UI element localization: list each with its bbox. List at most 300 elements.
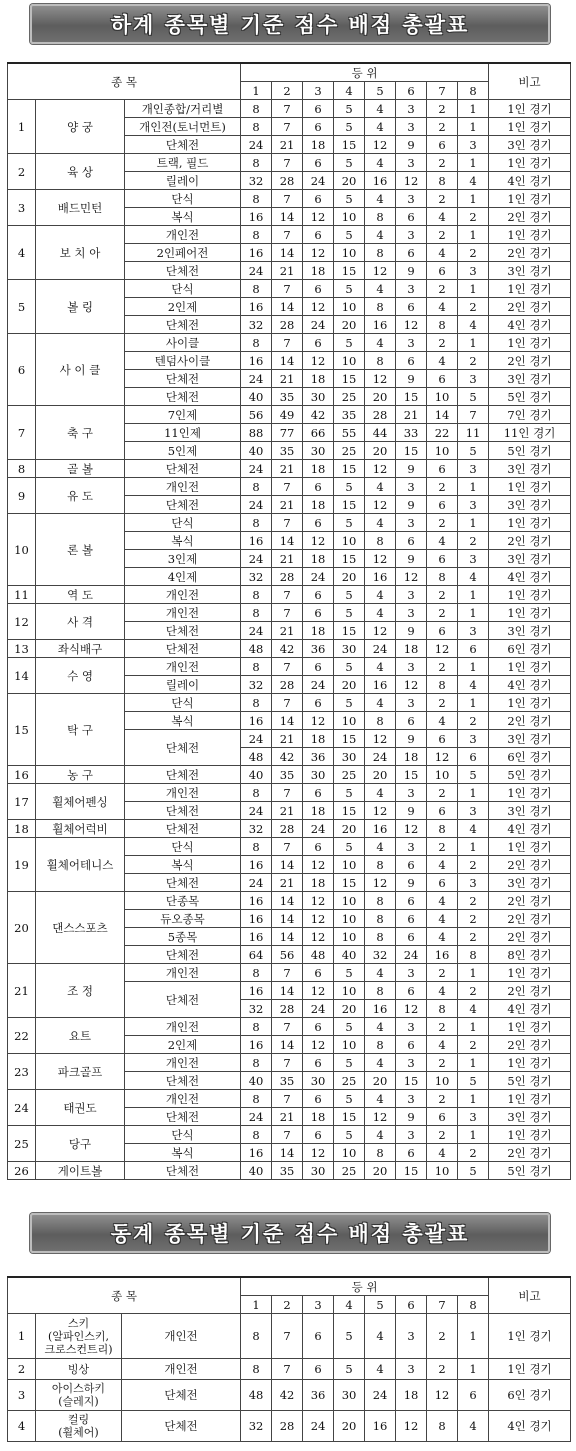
score-cell: 3	[396, 280, 427, 298]
score-cell: 12	[396, 1411, 427, 1442]
score-cell: 9	[396, 370, 427, 388]
score-cell: 6	[303, 1018, 334, 1036]
header-note: 비고	[489, 63, 571, 100]
score-cell: 24	[241, 496, 272, 514]
score-cell: 2	[458, 1036, 489, 1054]
event-name: 개인전	[125, 604, 241, 622]
score-cell: 6	[303, 1090, 334, 1108]
note-cell: 1인 경기	[489, 1359, 571, 1380]
score-cell: 32	[241, 172, 272, 190]
score-cell: 12	[427, 748, 458, 766]
winter-rank-header-8: 8	[458, 1296, 489, 1314]
score-cell: 1	[458, 838, 489, 856]
table-row	[8, 694, 571, 712]
sport-number: 5	[8, 280, 36, 334]
score-cell: 10	[427, 1162, 458, 1180]
score-cell: 15	[334, 262, 365, 280]
note-cell: 2인 경기	[489, 208, 571, 226]
score-cell: 10	[334, 208, 365, 226]
summer-rank-header-6: 6	[396, 82, 427, 100]
score-cell: 6	[458, 1380, 489, 1411]
score-cell: 16	[241, 298, 272, 316]
score-cell: 12	[396, 1000, 427, 1018]
score-cell: 48	[241, 748, 272, 766]
table-row	[8, 1090, 571, 1108]
score-cell: 8	[427, 172, 458, 190]
score-cell: 14	[272, 928, 303, 946]
score-cell: 4	[365, 190, 396, 208]
sport-number: 4	[8, 1411, 36, 1442]
score-cell: 9	[396, 262, 427, 280]
sport-number: 8	[8, 460, 36, 478]
score-cell: 9	[396, 496, 427, 514]
score-cell: 4	[458, 1411, 489, 1442]
score-cell: 20	[365, 442, 396, 460]
score-cell: 6	[396, 532, 427, 550]
note-cell: 3인 경기	[489, 460, 571, 478]
event-name: 단체전	[125, 316, 241, 334]
sport-name: 요트	[36, 1018, 125, 1054]
event-name: 개인전	[125, 478, 241, 496]
score-cell: 32	[241, 568, 272, 586]
score-cell: 6	[458, 748, 489, 766]
score-cell: 6	[427, 136, 458, 154]
score-cell: 5	[334, 658, 365, 676]
note-cell: 1인 경기	[489, 280, 571, 298]
score-cell: 6	[303, 334, 334, 352]
table-row	[8, 766, 571, 784]
score-cell: 12	[365, 496, 396, 514]
score-cell: 3	[396, 190, 427, 208]
table-row	[8, 784, 571, 802]
score-cell: 4	[427, 1036, 458, 1054]
score-cell: 5	[458, 442, 489, 460]
note-cell: 1인 경기	[489, 118, 571, 136]
score-cell: 8	[241, 226, 272, 244]
score-cell: 6	[396, 856, 427, 874]
score-cell: 16	[241, 910, 272, 928]
score-cell: 3	[458, 1108, 489, 1126]
score-cell: 24	[303, 1000, 334, 1018]
sport-number: 25	[8, 1126, 36, 1162]
score-cell: 15	[334, 622, 365, 640]
score-cell: 24	[303, 1411, 334, 1442]
note-cell: 6인 경기	[489, 748, 571, 766]
sport-number: 17	[8, 784, 36, 820]
score-cell: 4	[458, 1000, 489, 1018]
sport-name: 당구	[36, 1126, 125, 1162]
score-cell: 5	[334, 1054, 365, 1072]
score-cell: 24	[303, 820, 334, 838]
score-cell: 5	[458, 766, 489, 784]
score-cell: 4	[365, 514, 396, 532]
score-cell: 2	[458, 910, 489, 928]
score-cell: 30	[303, 1072, 334, 1090]
sport-name: 휠체어펜싱	[36, 784, 125, 820]
score-cell: 6	[427, 1108, 458, 1126]
score-cell: 32	[241, 1411, 272, 1442]
score-cell: 1	[458, 1018, 489, 1036]
score-cell: 8	[241, 514, 272, 532]
score-cell: 12	[365, 550, 396, 568]
score-cell: 1	[458, 478, 489, 496]
score-cell: 55	[334, 424, 365, 442]
table-row	[8, 604, 571, 622]
winter-rank-header-7: 7	[427, 1296, 458, 1314]
score-cell: 6	[396, 892, 427, 910]
score-cell: 4	[365, 964, 396, 982]
note-cell: 1인 경기	[489, 586, 571, 604]
score-cell: 3	[396, 514, 427, 532]
sport-name: 댄스스포츠	[36, 892, 125, 964]
event-name: 단종목	[125, 892, 241, 910]
winter-header-rank: 등 위	[241, 1277, 489, 1296]
score-cell: 3	[396, 100, 427, 118]
event-name: 7인제	[125, 406, 241, 424]
event-name: 단체전	[125, 730, 241, 766]
event-name: 복식	[125, 532, 241, 550]
score-cell: 24	[241, 136, 272, 154]
sport-name	[36, 1359, 122, 1380]
score-cell: 2	[427, 1314, 458, 1359]
sport-name: 축 구	[36, 406, 125, 460]
score-cell: 30	[303, 388, 334, 406]
table-row	[8, 1314, 571, 1359]
score-cell: 24	[241, 622, 272, 640]
event-name: 2인제	[125, 1036, 241, 1054]
sport-name: 조 정	[36, 964, 125, 1018]
note-cell: 3인 경기	[489, 622, 571, 640]
score-cell: 28	[272, 172, 303, 190]
score-cell: 1	[458, 280, 489, 298]
score-cell: 4	[427, 856, 458, 874]
score-cell: 1	[458, 190, 489, 208]
sport-name-line: 스키	[67, 1316, 90, 1330]
sport-number: 22	[8, 1018, 36, 1054]
score-cell: 24	[303, 676, 334, 694]
score-cell: 8	[365, 856, 396, 874]
score-cell: 16	[365, 676, 396, 694]
score-cell: 12	[365, 136, 396, 154]
score-cell: 5	[334, 190, 365, 208]
event-name: 5인제	[125, 442, 241, 460]
score-cell: 30	[334, 640, 365, 658]
score-cell: 56	[272, 946, 303, 964]
score-cell: 6	[303, 658, 334, 676]
score-cell: 21	[272, 802, 303, 820]
sport-number: 2	[8, 1359, 36, 1380]
score-cell: 24	[365, 748, 396, 766]
score-cell: 18	[303, 460, 334, 478]
note-cell: 1인 경기	[489, 478, 571, 496]
score-cell: 6	[303, 478, 334, 496]
summer-rank-header-8: 8	[458, 82, 489, 100]
score-cell: 12	[396, 820, 427, 838]
note-cell: 1인 경기	[489, 1054, 571, 1072]
score-cell: 10	[334, 1144, 365, 1162]
score-cell: 4	[458, 568, 489, 586]
event-name: 개인전	[122, 1314, 241, 1359]
score-cell: 7	[272, 604, 303, 622]
score-cell: 1	[458, 658, 489, 676]
sport-name: 농 구	[36, 766, 125, 784]
score-cell: 15	[396, 442, 427, 460]
score-cell: 7	[272, 1126, 303, 1144]
score-cell: 6	[303, 1126, 334, 1144]
score-cell: 15	[334, 136, 365, 154]
score-cell: 3	[458, 460, 489, 478]
sport-number: 9	[8, 478, 36, 514]
score-cell: 12	[365, 262, 396, 280]
score-cell: 2	[427, 964, 458, 982]
score-cell: 12	[303, 712, 334, 730]
summer-score-table	[7, 62, 571, 1180]
note-cell: 2인 경기	[489, 1144, 571, 1162]
table-row	[8, 154, 571, 172]
score-cell: 12	[303, 892, 334, 910]
score-cell: 4	[458, 172, 489, 190]
score-cell: 3	[396, 1126, 427, 1144]
note-cell: 1인 경기	[489, 190, 571, 208]
score-cell: 2	[458, 244, 489, 262]
sport-number: 4	[8, 226, 36, 280]
winter-rank-header-1: 1	[241, 1296, 272, 1314]
note-cell: 1인 경기	[489, 838, 571, 856]
score-cell: 2	[427, 586, 458, 604]
score-cell: 1	[458, 100, 489, 118]
score-cell: 9	[396, 802, 427, 820]
score-cell: 14	[272, 532, 303, 550]
score-cell: 32	[241, 676, 272, 694]
score-cell: 8	[241, 334, 272, 352]
table-row	[8, 640, 571, 658]
score-cell: 3	[458, 622, 489, 640]
score-cell: 8	[241, 280, 272, 298]
note-cell: 1인 경기	[489, 784, 571, 802]
score-cell: 4	[365, 658, 396, 676]
score-cell: 6	[303, 1359, 334, 1380]
score-cell: 28	[272, 568, 303, 586]
score-cell: 2	[427, 226, 458, 244]
note-cell: 3인 경기	[489, 874, 571, 892]
score-cell: 42	[272, 640, 303, 658]
score-cell: 10	[334, 928, 365, 946]
header-rank: 등 위	[241, 63, 489, 82]
score-cell: 33	[396, 424, 427, 442]
score-cell: 7	[272, 964, 303, 982]
score-cell: 25	[334, 766, 365, 784]
score-cell: 6	[427, 262, 458, 280]
score-cell: 15	[396, 1072, 427, 1090]
score-cell: 2	[427, 478, 458, 496]
score-cell: 48	[241, 640, 272, 658]
score-cell: 8	[241, 190, 272, 208]
event-name: 개인종합/거리별	[125, 100, 241, 118]
score-cell: 1	[458, 154, 489, 172]
score-cell: 35	[272, 1162, 303, 1180]
note-cell: 2인 경기	[489, 928, 571, 946]
score-cell: 8	[427, 676, 458, 694]
score-cell: 12	[303, 928, 334, 946]
score-cell: 2	[427, 1126, 458, 1144]
table-row	[8, 334, 571, 352]
score-cell: 4	[427, 982, 458, 1000]
score-cell: 4	[365, 694, 396, 712]
score-cell: 5	[334, 100, 365, 118]
sport-number: 11	[8, 586, 36, 604]
score-cell: 12	[396, 676, 427, 694]
score-cell: 42	[303, 406, 334, 424]
score-cell: 14	[272, 856, 303, 874]
score-cell: 16	[241, 928, 272, 946]
score-cell: 24	[241, 460, 272, 478]
sport-name: 사 격	[36, 604, 125, 640]
event-name: 단체전	[125, 802, 241, 820]
score-cell: 8	[241, 1359, 272, 1380]
score-cell: 8	[365, 910, 396, 928]
score-cell: 24	[303, 568, 334, 586]
sport-number: 19	[8, 838, 36, 892]
score-cell: 4	[427, 208, 458, 226]
score-cell: 2	[427, 280, 458, 298]
score-cell: 3	[396, 478, 427, 496]
score-cell: 3	[396, 226, 427, 244]
score-cell: 8	[241, 100, 272, 118]
score-cell: 4	[427, 298, 458, 316]
score-cell: 6	[303, 280, 334, 298]
score-cell: 10	[427, 766, 458, 784]
score-cell: 6	[427, 802, 458, 820]
score-cell: 8	[365, 892, 396, 910]
score-cell: 5	[334, 478, 365, 496]
score-cell: 3	[396, 334, 427, 352]
winter-score-table	[7, 1276, 571, 1442]
score-cell: 7	[272, 1359, 303, 1380]
note-cell: 3인 경기	[489, 550, 571, 568]
score-cell: 88	[241, 424, 272, 442]
score-cell: 7	[272, 1054, 303, 1072]
score-cell: 1	[458, 964, 489, 982]
score-cell: 32	[241, 820, 272, 838]
score-cell: 12	[427, 640, 458, 658]
score-cell: 4	[365, 154, 396, 172]
table-row	[8, 100, 571, 118]
score-cell: 8	[427, 316, 458, 334]
event-name: 5종목	[125, 928, 241, 946]
score-cell: 10	[334, 1036, 365, 1054]
score-cell: 14	[427, 406, 458, 424]
score-cell: 32	[241, 316, 272, 334]
score-cell: 7	[272, 784, 303, 802]
score-cell: 20	[334, 1000, 365, 1018]
note-cell: 3인 경기	[489, 1108, 571, 1126]
summer-rank-header-4: 4	[334, 82, 365, 100]
note-cell: 3인 경기	[489, 730, 571, 748]
score-cell: 14	[272, 244, 303, 262]
sport-name-line: (휠체어)	[58, 1426, 99, 1439]
score-cell: 20	[334, 172, 365, 190]
sport-name: 사 이 클	[36, 334, 125, 406]
event-name: 3인제	[125, 550, 241, 568]
summer-title-banner	[30, 4, 550, 44]
score-cell: 21	[272, 370, 303, 388]
score-cell: 14	[272, 712, 303, 730]
score-cell: 7	[272, 280, 303, 298]
event-name: 개인전	[125, 658, 241, 676]
event-name: 복식	[125, 712, 241, 730]
score-cell: 8	[241, 658, 272, 676]
score-cell: 16	[365, 172, 396, 190]
score-cell: 18	[303, 874, 334, 892]
score-cell: 7	[458, 406, 489, 424]
score-cell: 14	[272, 1144, 303, 1162]
sport-number: 1	[8, 100, 36, 154]
event-name: 단체전	[125, 496, 241, 514]
score-cell: 7	[272, 694, 303, 712]
event-name: 단체전	[125, 946, 241, 964]
table-row	[8, 514, 571, 532]
sport-name-line: 컬링	[67, 1413, 90, 1426]
score-cell: 2	[427, 118, 458, 136]
score-cell: 18	[303, 622, 334, 640]
sport-name-line: 크로스컨트리)	[44, 1342, 113, 1356]
score-cell: 2	[427, 190, 458, 208]
score-cell: 6	[427, 496, 458, 514]
score-cell: 4	[427, 1144, 458, 1162]
score-cell: 5	[334, 838, 365, 856]
score-cell: 6	[303, 100, 334, 118]
note-cell: 3인 경기	[489, 136, 571, 154]
score-cell: 12	[365, 370, 396, 388]
score-cell: 30	[334, 748, 365, 766]
score-cell: 14	[272, 910, 303, 928]
score-cell: 35	[272, 1072, 303, 1090]
note-cell: 1인 경기	[489, 964, 571, 982]
score-cell: 7	[272, 838, 303, 856]
score-cell: 4	[427, 352, 458, 370]
score-cell: 40	[241, 1162, 272, 1180]
event-name: 단식	[125, 280, 241, 298]
note-cell: 2인 경기	[489, 532, 571, 550]
score-cell: 20	[365, 1162, 396, 1180]
note-cell: 1인 경기	[489, 100, 571, 118]
sport-name: 수 영	[36, 658, 125, 694]
score-cell: 15	[334, 874, 365, 892]
event-name: 단체전	[125, 874, 241, 892]
score-cell: 1	[458, 1359, 489, 1380]
event-name: 사이클	[125, 334, 241, 352]
score-cell: 28	[272, 820, 303, 838]
score-cell: 9	[396, 874, 427, 892]
note-cell: 6인 경기	[489, 640, 571, 658]
score-cell: 16	[365, 1000, 396, 1018]
event-name: 단체전	[125, 766, 241, 784]
note-cell: 5인 경기	[489, 1072, 571, 1090]
score-cell: 56	[241, 406, 272, 424]
score-cell: 21	[272, 1108, 303, 1126]
score-cell: 3	[396, 604, 427, 622]
score-cell: 30	[303, 442, 334, 460]
event-name: 11인제	[125, 424, 241, 442]
score-cell: 7	[272, 658, 303, 676]
score-cell: 32	[365, 946, 396, 964]
score-cell: 12	[303, 856, 334, 874]
score-cell: 12	[303, 298, 334, 316]
score-cell: 2	[427, 658, 458, 676]
sport-name-line: 빙상	[67, 1362, 90, 1376]
note-cell: 2인 경기	[489, 712, 571, 730]
note-cell: 4인 경기	[489, 172, 571, 190]
